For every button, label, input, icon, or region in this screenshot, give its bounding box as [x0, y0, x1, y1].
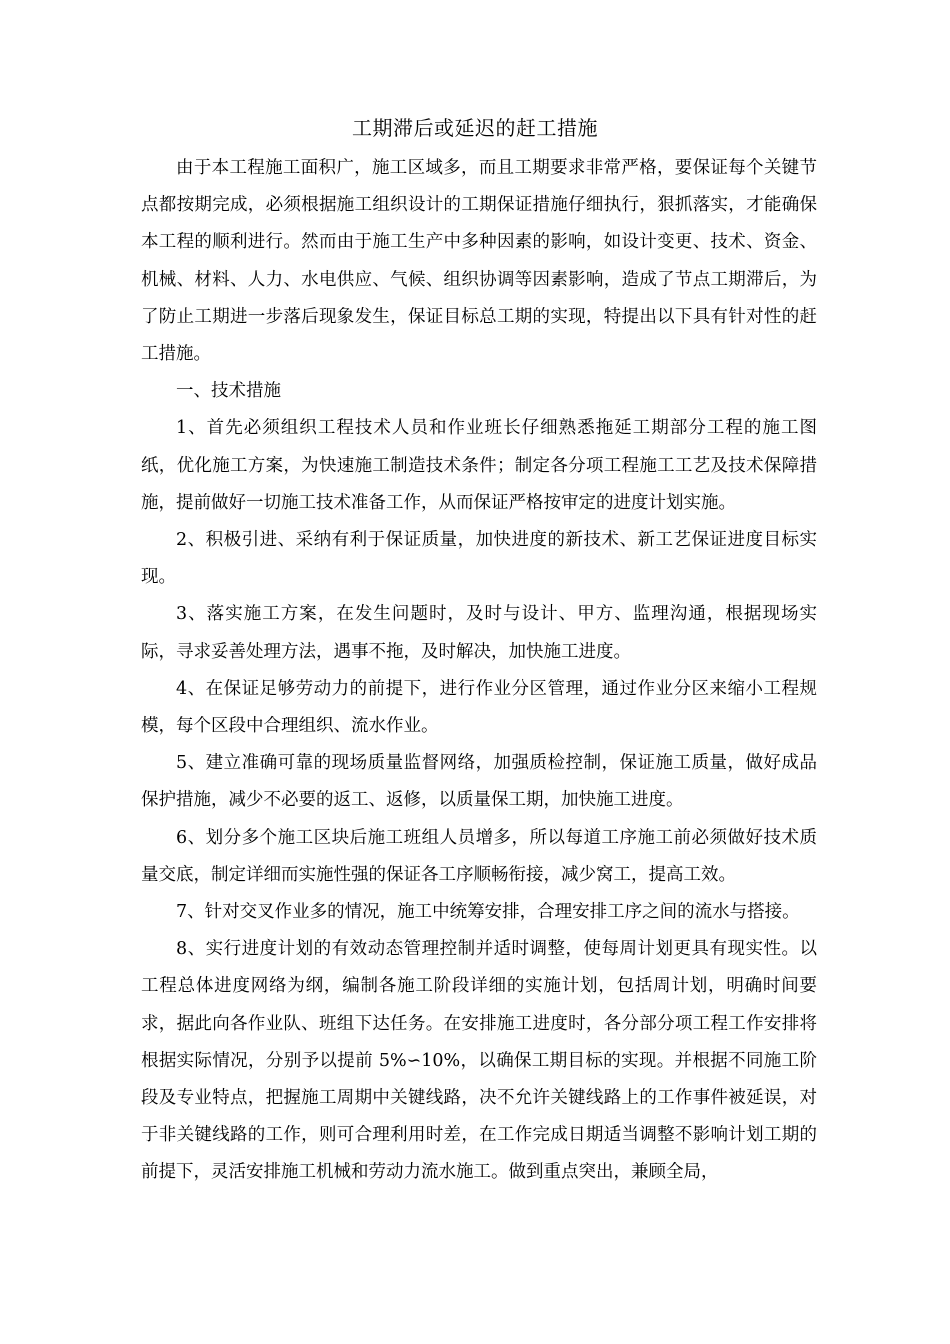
measure-item-8: 8、实行进度计划的有效动态管理控制并适时调整，使每周计划更具有现实性。以工程总体进度网络为纲，编制各施工阶段详细的实施计划，包括周计划，明确时间要求，据此向各作业队、班组下达任务。在安排施工进度时，各分部分项工程工作安排将根据实际情况，分别予以提前 5%∽10%，以确保工期目标的实现。并根据不同施工阶段及专业特点，把握施工周期中关键线路，决不允许关键线路上的工作事件被延误，对于非关键线路的工作，则可合理利用时差，在工作完成日期适当调整不影响计划工期的前提下，灵活安排施工机械和劳动力流水施工。做到重点突出，兼顾全局，: [141, 939, 817, 1183]
section-heading-technical: 一、技术措施: [176, 381, 281, 402]
document-title: 工期滞后或延迟的赶工措施: [352, 116, 598, 140]
intro-paragraph: 由于本工程施工面积广，施工区域多，而且工期要求非常严格，要保证每个关键节点都按期完成，必须根据施工组织设计的工期保证措施仔细执行，狠抓落实，才能确保本工程的顺利进行。然而由于施工生产中多种因素的影响，如设计变更、技术、资金、机械、材料、人力、水电供应、气候、组织协调等因素影响，造成了节点工期滞后，为了防止工期进一步落后现象发生，保证目标总工期的实现，特提出以下具有针对性的赶工措施。: [141, 158, 817, 365]
measure-item-6: 6、划分多个施工区块后施工班组人员增多，所以每道工序施工前必须做好技术质量交底，制定详细而实施性强的保证各工序顺畅衔接，减少窝工，提高工效。: [141, 827, 817, 885]
measure-item-7: 7、针对交叉作业多的情况，施工中统筹安排，合理安排工序之间的流水与搭接。: [176, 902, 800, 923]
measure-item-1: 1、首先必须组织工程技术人员和作业班长仔细熟悉拖延工期部分工程的施工图纸，优化施工方案，为快速施工制造技术条件；制定各分项工程施工工艺及技术保障措施，提前做好一切施工技术准备工作，从而保证严格按审定的进度计划实施。: [141, 418, 817, 513]
measure-item-2: 2、积极引进、采纳有利于保证质量，加快进度的新技术、新工艺保证进度目标实现。: [141, 530, 817, 588]
document-body: [141, 150, 817, 1192]
measure-item-4: 4、在保证足够劳动力的前提下，进行作业分区管理，通过作业分区来缩小工程规模，每个区段中合理组织、流水作业。: [141, 678, 817, 737]
measure-item-5: 5、建立准确可靠的现场质量监督网络，加强质检控制，保证施工质量，做好成品保护措施，减少不必要的返工、返修，以质量保工期，加快施工进度。: [141, 753, 817, 811]
measure-item-3: 3、落实施工方案，在发生问题时，及时与设计、甲方、监理沟通，根据现场实际，寻求妥善处理方法，遇事不拖，及时解决，加快施工进度。: [141, 604, 817, 662]
